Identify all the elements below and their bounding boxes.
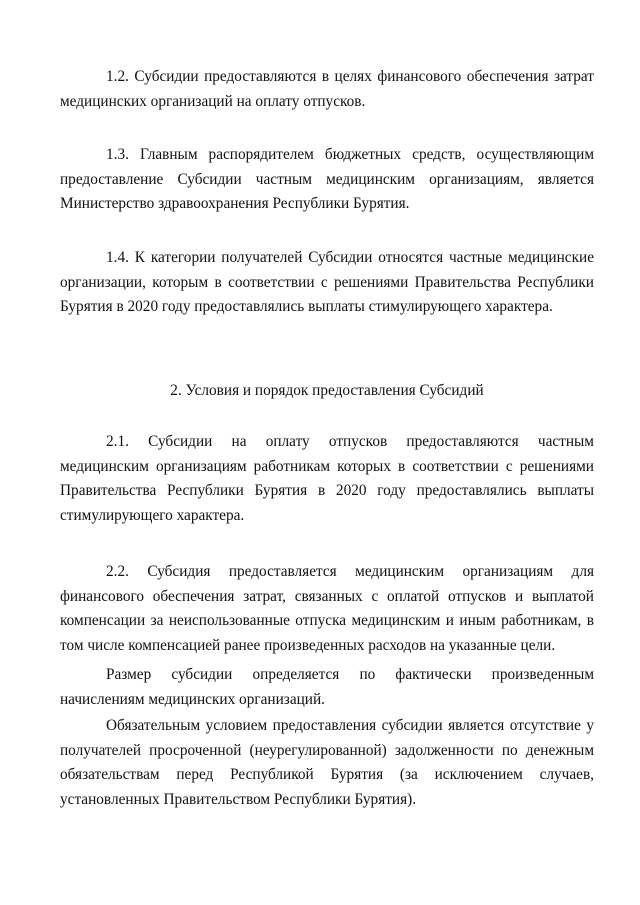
paragraph-1-3: 1.3. Главным распорядителем бюджетных средств, осуществляющим предоставление Субсидии частным медицинским организациям, является Министерство здравоохранения Республики Бурятия.	[60, 146, 594, 212]
paragraph-1-4: 1.4. К категории получателей Субсидии относятся частные медицинские организации, которым в соответствии с решениями Правительства Республики Бурятия в 2020 году предоставлялись выплаты стимулирующего характера.	[60, 249, 594, 315]
paragraph-1-2: 1.2. Субсидии предоставляются в целях финансового обеспечения затрат медицинских организаций на оплату отпусков.	[60, 68, 594, 110]
paragraph-2-2: 2.2. Субсидия предоставляется медицинским организациям для финансового обеспечения затрат, связанных с оплатой отпусков и выплатой компенсации за неиспользованные отпуска медицинским и иным работникам, в том числе компенсацией ранее произведенных расходов на указанные цели.	[60, 563, 594, 654]
section-2-heading: 2. Условия и порядок предоставления Субсидий	[170, 382, 484, 399]
paragraph-subsidy-size: Размер субсидии определяется по фактически произведенным начислениям медицинских организаций.	[60, 666, 594, 708]
paragraph-2-1: 2.1. Субсидии на оплату отпусков предоставляются частным медицинским организациям работникам которых в соответствии с решениями Правительства Республики Бурятия в 2020 году предоставлялись выплаты стимулирующего характера.	[60, 433, 594, 524]
paragraph-mandatory-condition: Обязательным условием предоставления субсидии является отсутствие у получателей просроченной (неурегулированной) задолженности по денежным обязательствам перед Республикой Бурятия (за исключением случаев, установленных Правительством Республики Бурятия).	[60, 717, 594, 808]
